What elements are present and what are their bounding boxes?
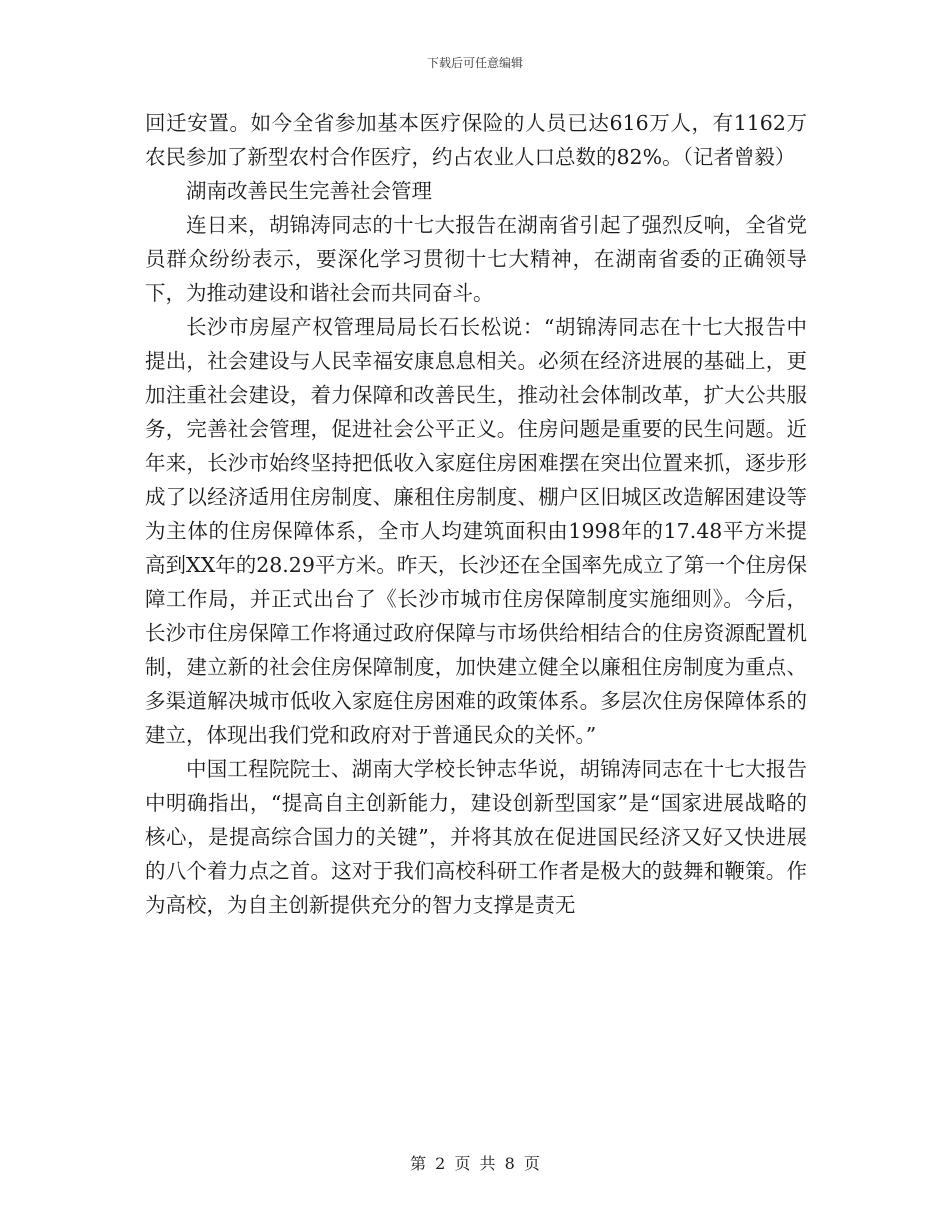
section-heading: 湖南改善民生完善社会管理 <box>186 179 432 203</box>
paragraph: 中国工程院院士、湖南大学校长钟志华说，胡锦涛同志在十七大报告中明确指出，“提高自主创新能力，建设创新型国家”是“国家进展战略的核心，是提高综合国力的关键”，并将其放在促进国民经济又好又快进展的八个着力点之首。这对于我们高校科研工作者是极大的鼓舞和鞭策。作为高校，为自主创新提供充分的智力支撑是责无 <box>145 757 807 917</box>
paragraph: 连日来，胡锦涛同志的十七大报告在湖南省引起了强烈反响，全省党员群众纷纷表示，要深化学习贯彻十七大精神，在湖南省委的正确领导下，为推动建设和谐社会而共同奋斗。 <box>145 213 807 305</box>
page-number-footer: 第 2 页 共 8 页 <box>410 1154 540 1173</box>
paragraph-continuation: 回迁安置。如今全省参加基本医疗保险的人员已达616万人，有1162万农民参加了新型农村合作医疗，约占农业人口总数的82%。（记者曾毅） <box>145 111 807 169</box>
page-header: 下载后可任意编辑 <box>426 56 523 70</box>
paragraph: 长沙市房屋产权管理局局长石长松说：“胡锦涛同志在十七大报告中提出，社会建设与人民幸福安康息息相关。必须在经济进展的基础上，更加注重社会建设，着力保障和改善民生，推动社会体制改革，扩大公共服务，完善社会管理，促进社会公平正义。住房问题是重要的民生问题。近年来，长沙市始终坚持把低收入家庭住房困难摆在突出位置来抓，逐步形成了以经济适用住房制度、廉租住房制度、棚户区旧城区改造解困建设等为主体的住房保障体系，全市人均建筑面积由1998年的17.48平方米提高到XX年的28.29平方米。昨天，长沙还在全国率先成立了第一个住房保障工作局，并正式出台了《长沙市城市住房保障制度实施细则》。今后，长沙市住房保障工作将通过政府保障与市场供给相结合的住房资源配置机制，建立新的社会住房保障制度，加快建立健全以廉租住房制度为重点、多渠道解决城市低收入家庭住房困难的政策体系。多层次住房保障体系的建立，体现出我们党和政府对于普通民众的关怀。” <box>145 315 807 747</box>
document-body <box>145 106 807 922</box>
